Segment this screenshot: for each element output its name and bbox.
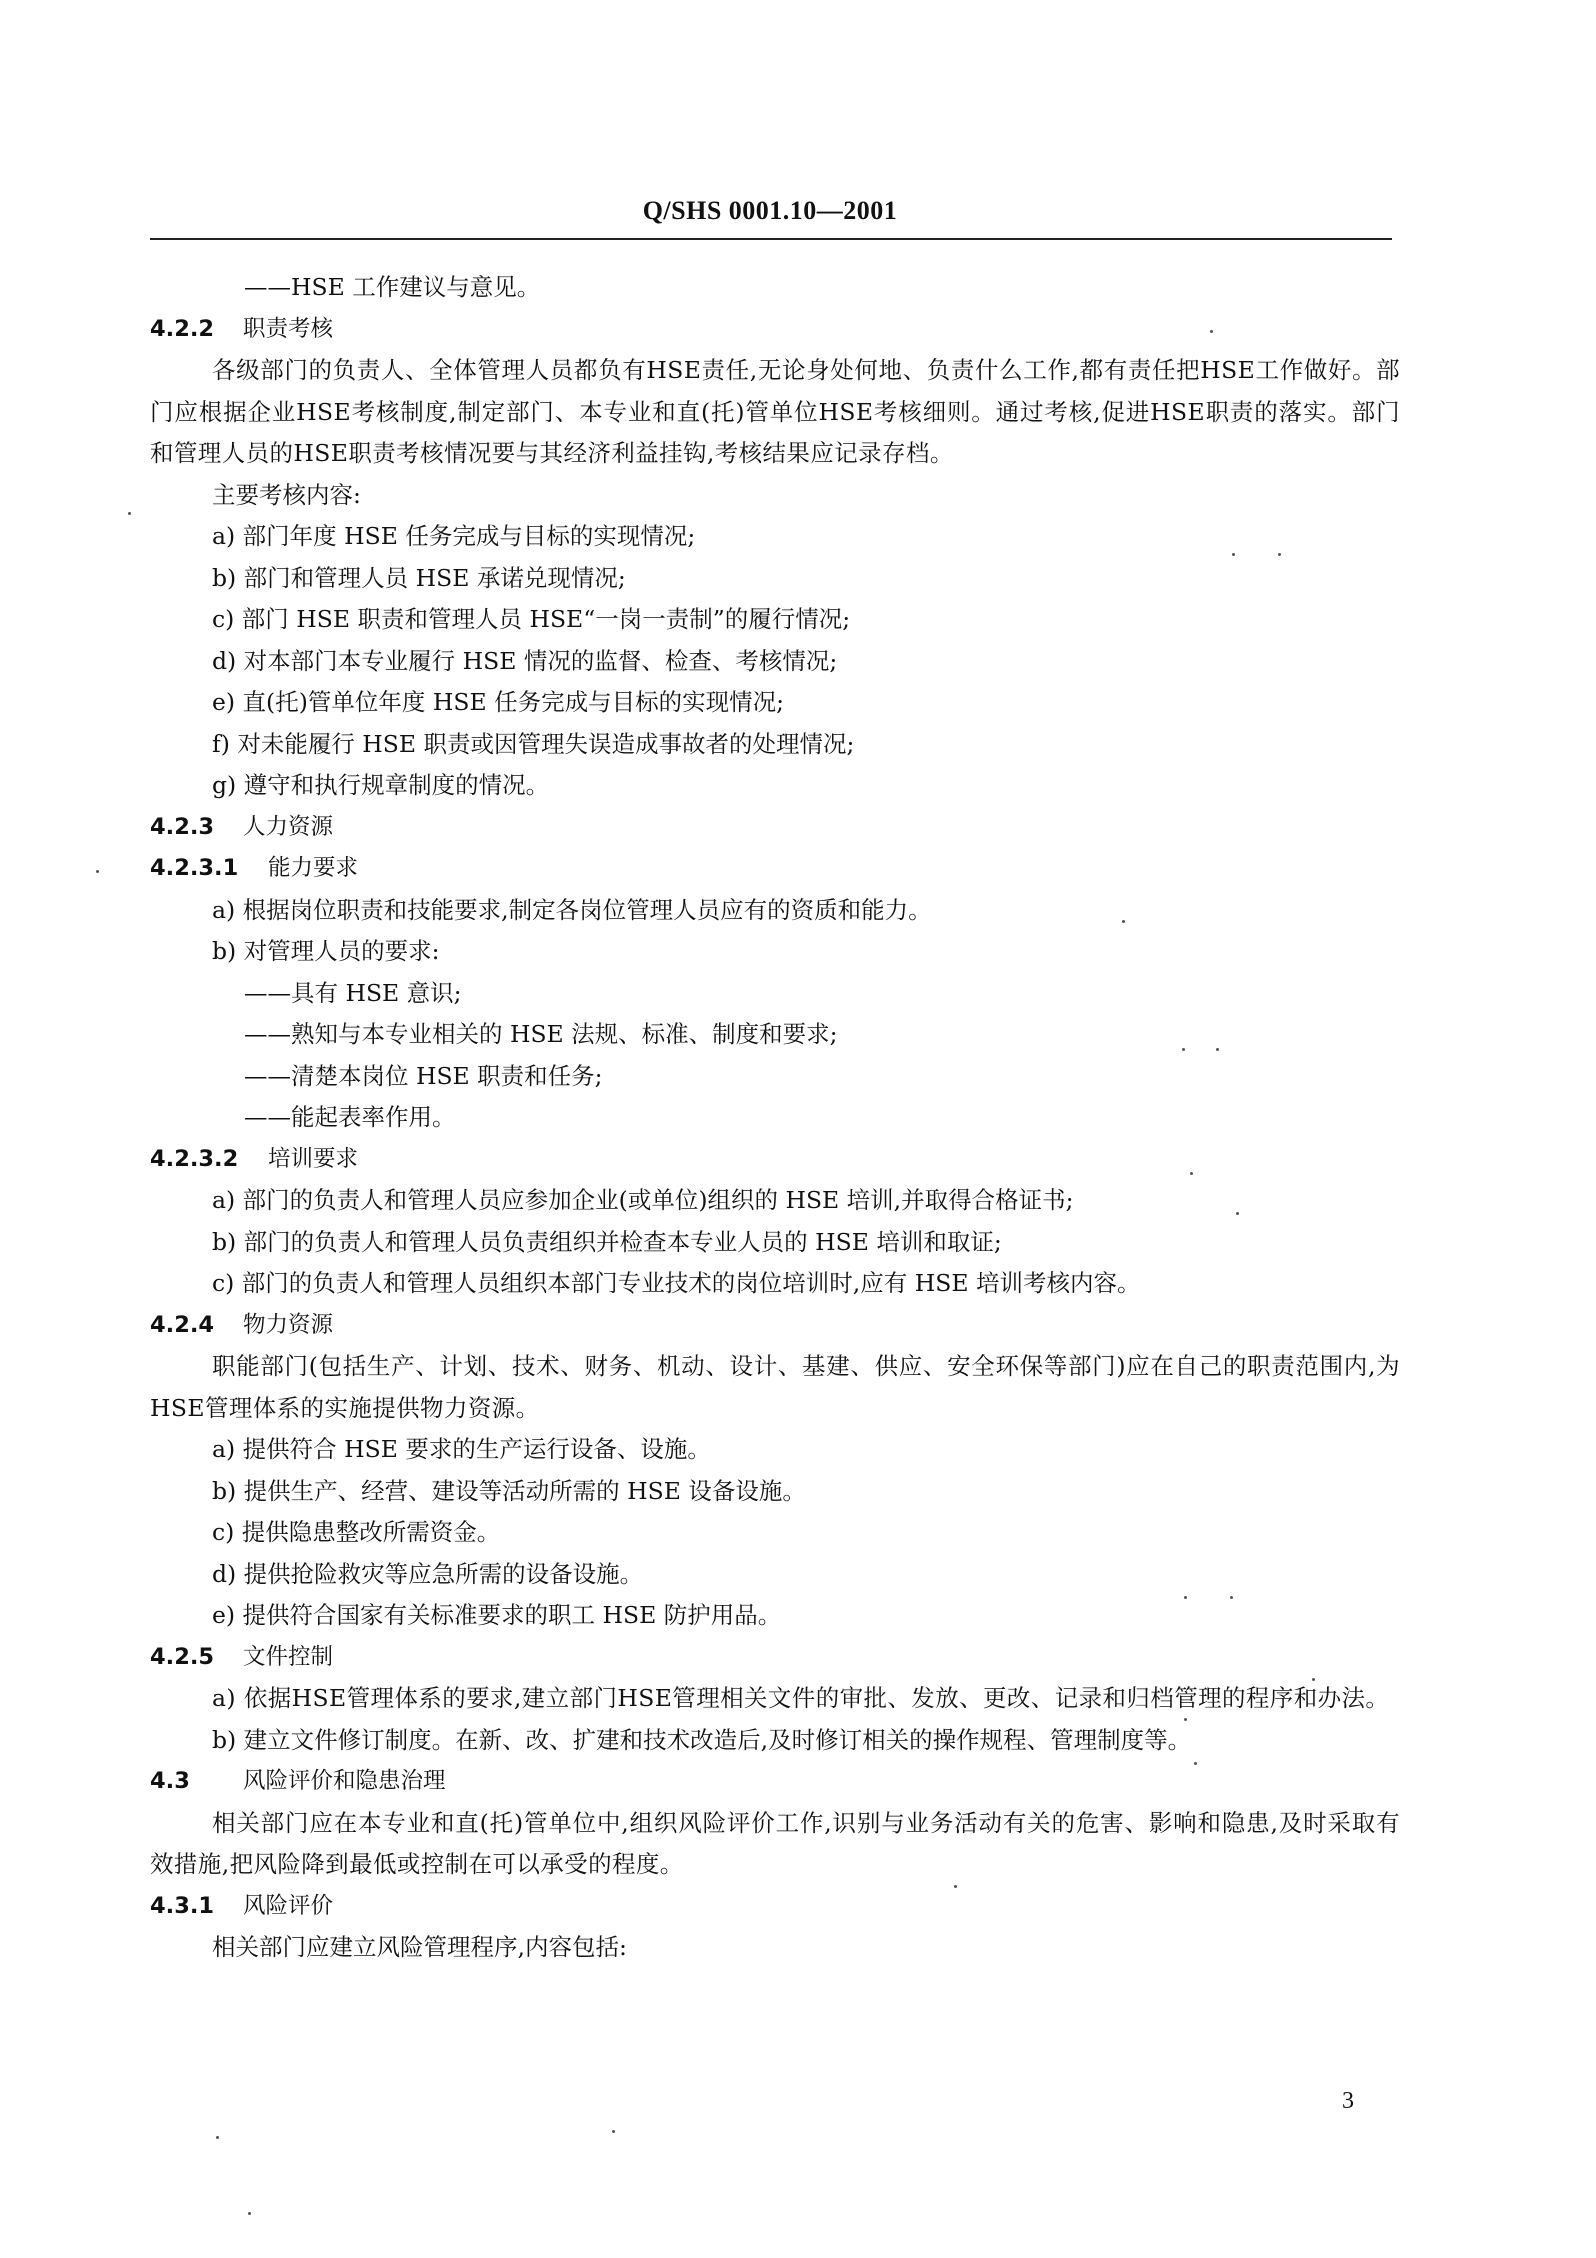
list-item: d) 对本部门本专业履行 HSE 情况的监督、检查、考核情况; [212,646,838,675]
section-title: 文件控制 [243,1643,334,1670]
paragraph: a) 依据HSE管理体系的要求,建立部门HSE管理相关文件的审批、发放、更改、记录和归档管理的程序和办法。 [212,1684,1390,1712]
list-item: b) 部门的负责人和管理人员负责组织并检查本专业人员的 HSE 培训和取证; [212,1227,1002,1256]
list-item: e) 直(托)管单位年度 HSE 任务完成与目标的实现情况; [212,688,784,716]
section-number: 4.2.3.2 [150,1145,239,1172]
list-item: e) 提供符合国家有关标准要求的职工 HSE 防护用品。 [212,1601,782,1629]
list-item: 主要考核内容: [212,480,361,509]
section-number: 4.3 [150,1768,190,1794]
paragraph: 职能部门(包括生产、计划、技术、财务、机动、设计、基建、供应、安全环保等部门)应在自己的职责范围内,为HSE管理体系的实施提供物力资源。 [150,1352,1400,1422]
list-item: b) 建立文件修订制度。在新、改、扩建和技术改造后,及时修订相关的操作规程、管理制度等。 [212,1725,1192,1754]
section-title: 职责考核 [243,315,334,342]
dash-list-item: ——HSE 工作建议与意见。 [244,273,541,301]
dash-list-item: ——清楚本岗位 HSE 职责和任务; [244,1061,603,1090]
section-number: 4.2.4 [150,1311,215,1338]
paragraph: 相关部门应在本专业和直(托)管单位中,组织风险评价工作,识别与业务活动有关的危害、影响和隐患,及时采取有效措施,把风险降到最低或控制在可以承受的程度。 [150,1808,1400,1878]
section-heading [150,1637,1400,1679]
dash-list-item: ——熟知与本专业相关的 HSE 法规、标准、制度和要求; [244,1020,838,1048]
section-title: 风险评价和隐患治理 [243,1768,446,1794]
document-body [150,267,1400,1969]
section-title: 培训要求 [268,1145,359,1172]
list-item: b) 对管理人员的要求: [212,937,440,965]
section-heading [150,1305,1400,1347]
dash-list-item: ——具有 HSE 意识; [244,978,462,1007]
list-item: f) 对未能履行 HSE 职责或因管理失误造成事故者的处理情况; [212,729,855,758]
section-heading [150,1761,1400,1803]
section-heading [150,1139,1400,1181]
list-item: c) 部门的负责人和管理人员组织本部门专业技术的岗位培训时,应有 HSE 培训考核内容。 [212,1269,1141,1297]
page-number: 3 [1342,2088,1354,2114]
section-title: 风险评价 [243,1892,334,1919]
section-number: 4.2.3.1 [150,855,239,881]
section-number: 4.3.1 [150,1892,215,1919]
section-heading [150,848,1400,890]
section-title: 能力要求 [268,855,359,881]
list-item: a) 根据岗位职责和技能要求,制定各岗位管理人员应有的资质和能力。 [212,895,932,924]
section-title: 物力资源 [243,1311,334,1338]
list-item: g) 遵守和执行规章制度的情况。 [212,771,550,799]
list-item: a) 部门的负责人和管理人员应参加企业(或单位)组织的 HSE 培训,并取得合格证书; [212,1186,1074,1214]
list-item: a) 提供符合 HSE 要求的生产运行设备、设施。 [212,1435,711,1463]
section-heading [150,807,1400,849]
section-number: 4.2.3 [150,813,215,840]
section-heading [150,1886,1400,1928]
header-divider [150,238,1392,240]
list-item: c) 部门 HSE 职责和管理人员 HSE“一岗一责制”的履行情况; [212,605,851,633]
list-item: a) 部门年度 HSE 任务完成与目标的实现情况; [212,522,696,550]
section-heading [150,309,1400,351]
section-title: 人力资源 [243,813,334,840]
section-number: 4.2.5 [150,1643,215,1670]
section-number: 4.2.2 [150,315,215,342]
document-code-header: Q/SHS 0001.10—2001 [642,196,898,225]
paragraph: 各级部门的负责人、全体管理人员都负有HSE责任,无论身处何地、负责什么工作,都有责任把HSE工作做好。部门应根据企业HSE考核制度,制定部门、本专业和直(托)管单位HSE考核细则。通过考核,促进HSE职责的落实。部门和管理人员的HSE职责考核情况要与其经济利益挂钩,考核结果应记录存档。 [150,356,1400,467]
dash-list-item: ——能起表率作用。 [244,1103,456,1131]
list-item: b) 部门和管理人员 HSE 承诺兑现情况; [212,563,626,592]
list-item: c) 提供隐患整改所需资金。 [212,1518,501,1546]
list-item: d) 提供抢险救灾等应急所需的设备设施。 [212,1559,644,1588]
list-item: b) 提供生产、经营、建设等活动所需的 HSE 设备设施。 [212,1476,806,1505]
list-item: 相关部门应建立风险管理程序,内容包括: [212,1933,627,1961]
